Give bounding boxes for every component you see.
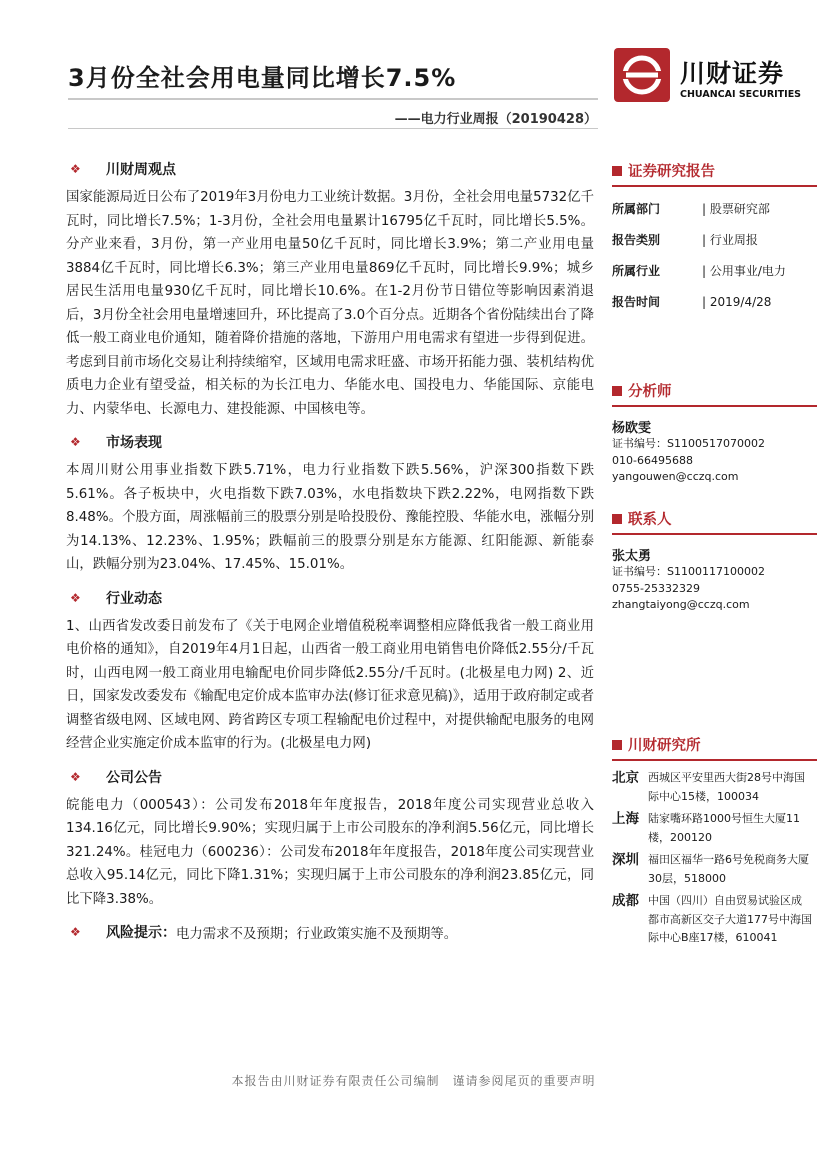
- section-heading-viewpoint: [66, 158, 594, 180]
- section-title: 川财周观点: [106, 162, 176, 178]
- risk-warning: [66, 921, 594, 943]
- city-label: 上海: [612, 811, 639, 827]
- address-text: 陆家嘴环路1000号恒生大厦11楼，200120: [648, 812, 800, 844]
- logo-name-cn: 川财证券: [680, 59, 785, 88]
- analyst-heading-text: 分析师: [628, 384, 672, 400]
- address-text: 西城区平安里西大街28号中海国际中心15楼，100034: [648, 771, 805, 803]
- heading-underline: [612, 533, 817, 535]
- logo-name-en: CHUANCAI SECURITIES: [680, 89, 802, 100]
- risk-text: 电力需求不及预期；行业政策实施不及预期等。: [176, 926, 458, 942]
- analyst-phone: 010-66495688: [612, 453, 693, 467]
- analyst-heading: [612, 380, 812, 401]
- report-heading-text: 证券研究报告: [628, 164, 715, 180]
- diamond-bullet-icon: ❖: [70, 435, 81, 449]
- contact-phone: 0755-25332329: [612, 581, 700, 595]
- report-info-panel: [612, 160, 812, 317]
- info-value: | 公用事业/电力: [702, 264, 786, 278]
- info-row: [612, 286, 812, 317]
- info-key: 报告时间: [612, 295, 661, 309]
- section-heading-market: [66, 431, 594, 453]
- report-title: 3月份全社会用电量同比增长7.5%: [68, 64, 457, 92]
- diamond-bullet-icon: ❖: [70, 769, 81, 784]
- city-label: 深圳: [612, 852, 639, 868]
- diamond-bullet-icon: ❖: [70, 162, 81, 176]
- section-heading-industry: [66, 587, 594, 609]
- address-shenzhen: [612, 851, 812, 888]
- contact-heading: [612, 508, 812, 529]
- address-beijing: [612, 769, 812, 806]
- city-label: 北京: [612, 770, 639, 786]
- title-divider: [68, 98, 598, 100]
- market-paragraph: 本周川财公用事业指数下跌5.71%，电力行业指数下跌5.56%，沪深300指数下跌5.61%。各子板块中，火电指数下跌7.03%，水电指数块下跌2.22%，电网指数下跌8.48%。个股方面，周涨幅前三的股票分别是哈投股份、豫能控股、华能水电，涨幅分别为14.13%、12.23%、1.95%；跌幅前三的股票分别是东方能源、红阳能源、新能泰山，跌幅分别为23.04%、17.45%、15.01%。: [66, 463, 594, 572]
- institute-heading-text: 川财研究所: [628, 738, 701, 754]
- chuancai-logo-icon: [612, 46, 672, 104]
- contact-name: 张太勇: [612, 549, 652, 564]
- industry-paragraph: 1、山西省发改委日前发布了《关于电网企业增值税税率调整相应降低我省一般工商业用电价格的通知》，自2019年4月1日起，山西省一般工商业用电销售电价降低2.55分/千瓦时，山西电网一般工商业用电输配电价同步降低2.55分/千瓦时。(北极星电力网) 2、近日，国家发改委发布《输配电定价成本监审办法(修订征求意见稿)》，适用于政府制定或者调整省级电网、区域电网、跨省跨区专项工程输配电价过程中，对提供输配电服务的电网经营企业实施定价成本监审的行为。(北极星电力网): [66, 618, 594, 751]
- announcements-paragraph: 皖能电力（000543）：公司发布2018年年度报告，2018年度公司实现营业总收入134.16亿元，同比增长9.90%；实现归属于上市公司股东的净利润5.56亿元，同比增长321.24%。桂冠电力（600236）：公司发布2018年年度报告，2018年度公司实现营业总收入95.14亿元，同比下降1.31%；实现归属于上市公司股东的净利润23.85亿元，同比下降3.38%。: [66, 797, 594, 907]
- contact-panel: [612, 508, 812, 614]
- section-title: 市场表现: [106, 435, 162, 451]
- main-content: [66, 150, 594, 943]
- analyst-name: 杨欧雯: [612, 421, 652, 436]
- section-title: 行业动态: [106, 590, 162, 607]
- info-row: [612, 224, 812, 255]
- address-text: 中国（四川）自由贸易试验区成都市高新区交子大道177号中海国际中心B座17楼，610041: [648, 894, 812, 944]
- info-key: 所属行业: [612, 264, 661, 278]
- analyst-cert: 证书编号：S1100517070002: [612, 437, 765, 450]
- city-label: 成都: [612, 893, 639, 909]
- analyst-panel: [612, 380, 812, 486]
- page-footer: 本报告由川财证券有限责任公司编制 谨请参阅尾页的重要声明: [231, 1074, 596, 1088]
- analyst-email[interactable]: yangouwen@cczq.com: [612, 470, 739, 483]
- address-chengdu: [612, 892, 812, 948]
- heading-underline: [612, 759, 817, 761]
- report-heading: [612, 160, 812, 181]
- info-row: [612, 255, 812, 286]
- contact-heading-text: 联系人: [628, 512, 672, 528]
- info-value: | 行业周报: [702, 233, 758, 247]
- heading-underline: [612, 405, 817, 407]
- red-square-icon: [612, 166, 622, 176]
- section-heading-announcements: [66, 766, 594, 788]
- info-row: [612, 193, 812, 224]
- red-square-icon: [612, 740, 622, 750]
- heading-underline: [612, 185, 817, 187]
- contact-cert: 证书编号：S1100117100002: [612, 565, 765, 578]
- info-value: | 2019/4/28: [702, 294, 772, 309]
- red-square-icon: [612, 514, 622, 524]
- subtitle-divider: [68, 128, 598, 129]
- contact-email[interactable]: zhangtaiyong@cczq.com: [612, 598, 750, 611]
- info-key: 报告类别: [612, 233, 661, 247]
- viewpoint-paragraph: 国家能源局近日公布了2019年3月份电力工业统计数据。3月份，全社会用电量5732亿千瓦时，同比增长7.5%；1-3月份，全社会用电量累计16795亿千瓦时，同比增长5.5%。分产业来看，3月份，第一产业用电量50亿千瓦时，同比增长3.9%；第二产业用电量3884亿千瓦时，同比增长6.3%；第三产业用电量869亿千瓦时，同比增长9.9%；城乡居民生活用电量930亿千瓦时，同比增长10.6%。在1-2月份节日错位等影响因素消退后，3月份全社会用电量增速回升，环比提高了3.0个百分点。近期各个省份陆续出台了降低一般工商业电价通知，随着降价措施的落地，下游用户用电需求有望进一步得到促进。考虑到目前市场化交易让利持续缩窄，区域用电需求旺盛、市场开拓能力强、装机结构优质电力企业有望受益，相关标的为长江电力、华能水电、国投电力、华能国际、京能电力、内蒙华电、长源电力、建投能源、中国核电等。: [66, 190, 594, 417]
- diamond-bullet-icon: ❖: [70, 925, 81, 939]
- info-value: | 股票研究部: [702, 202, 770, 216]
- address-text: 福田区福华一路6号免税商务大厦30层，518000: [648, 853, 809, 885]
- info-key: 所属部门: [612, 202, 661, 216]
- red-square-icon: [612, 386, 622, 396]
- report-subtitle: ——电力行业周报（20190428）: [394, 112, 597, 127]
- institute-panel: [612, 734, 812, 952]
- institute-heading: [612, 734, 812, 755]
- diamond-bullet-icon: ❖: [70, 590, 81, 605]
- section-title: 公司公告: [106, 769, 162, 786]
- risk-label: 风险提示：: [106, 925, 176, 941]
- address-shanghai: [612, 810, 812, 847]
